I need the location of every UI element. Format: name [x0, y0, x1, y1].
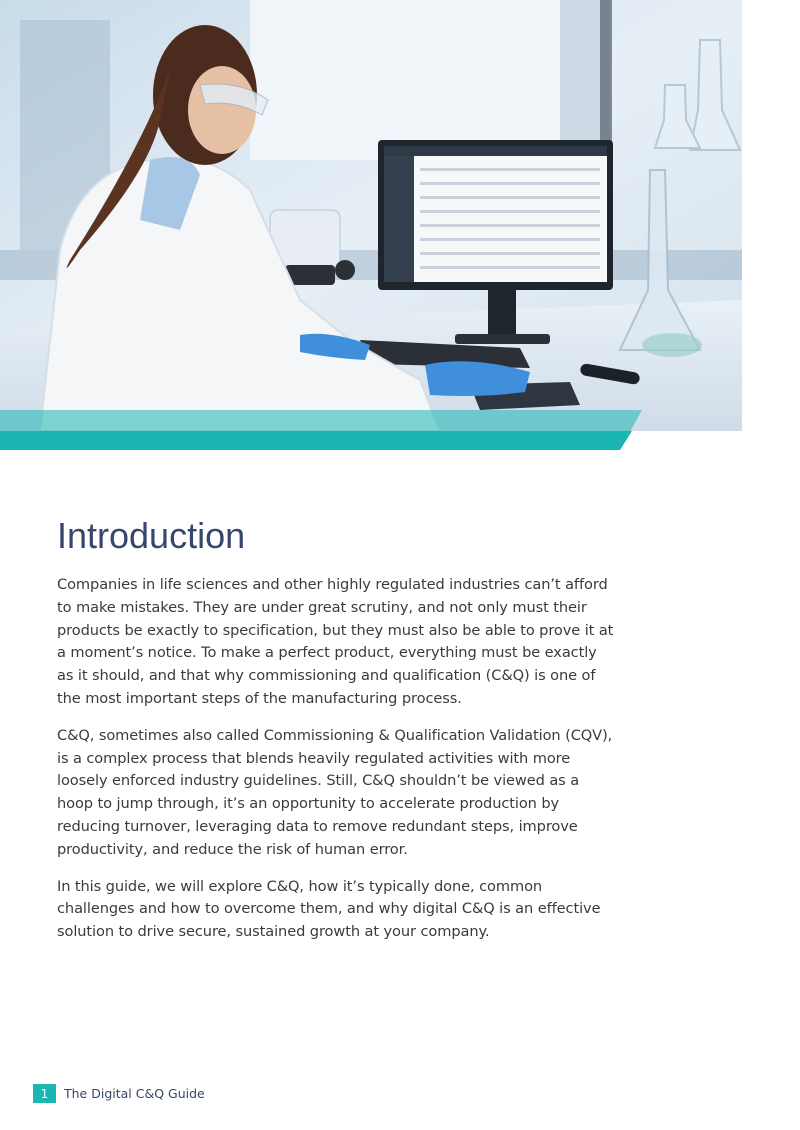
page-number-badge: 1	[33, 1084, 56, 1103]
intro-paragraph-1: Companies in life sciences and other highly regulated industries can’t afford to make mistakes. They are under great scrutiny, and not only must their products be exactly to specification, but they must also be able to prove it at a moment’s notice. To make a perfect product, everything must be exactly as it should, and that why commissioning and qualification (C&Q) is one of the most important steps of the manufacturing process.	[57, 576, 614, 707]
intro-paragraph-3: In this guide, we will explore C&Q, how it’s typically done, common challenges and how to overcome them, and why digital C&Q is an effective solution to drive secure, sustained growth at your company.	[57, 877, 601, 941]
footer-doc-title: The Digital C&Q Guide	[64, 1086, 205, 1101]
section-title: Introduction	[57, 515, 246, 556]
intro-paragraph-2: C&Q, sometimes also called Commissioning & Qualification Validation (CQV), is a complex process that blends heavily regulated activities with more loosely enforced industry guidelines. Still, C&Q shouldn’t be viewed as a hoop to jump through, it’s an opportunity to accelerate production by reducing turnover, leveraging data to remove redundant steps, improve productivity, and reduce the risk of human error.	[57, 726, 613, 858]
page-footer	[33, 1084, 205, 1103]
intro-section	[57, 512, 617, 958]
hero-photo	[0, 0, 742, 431]
